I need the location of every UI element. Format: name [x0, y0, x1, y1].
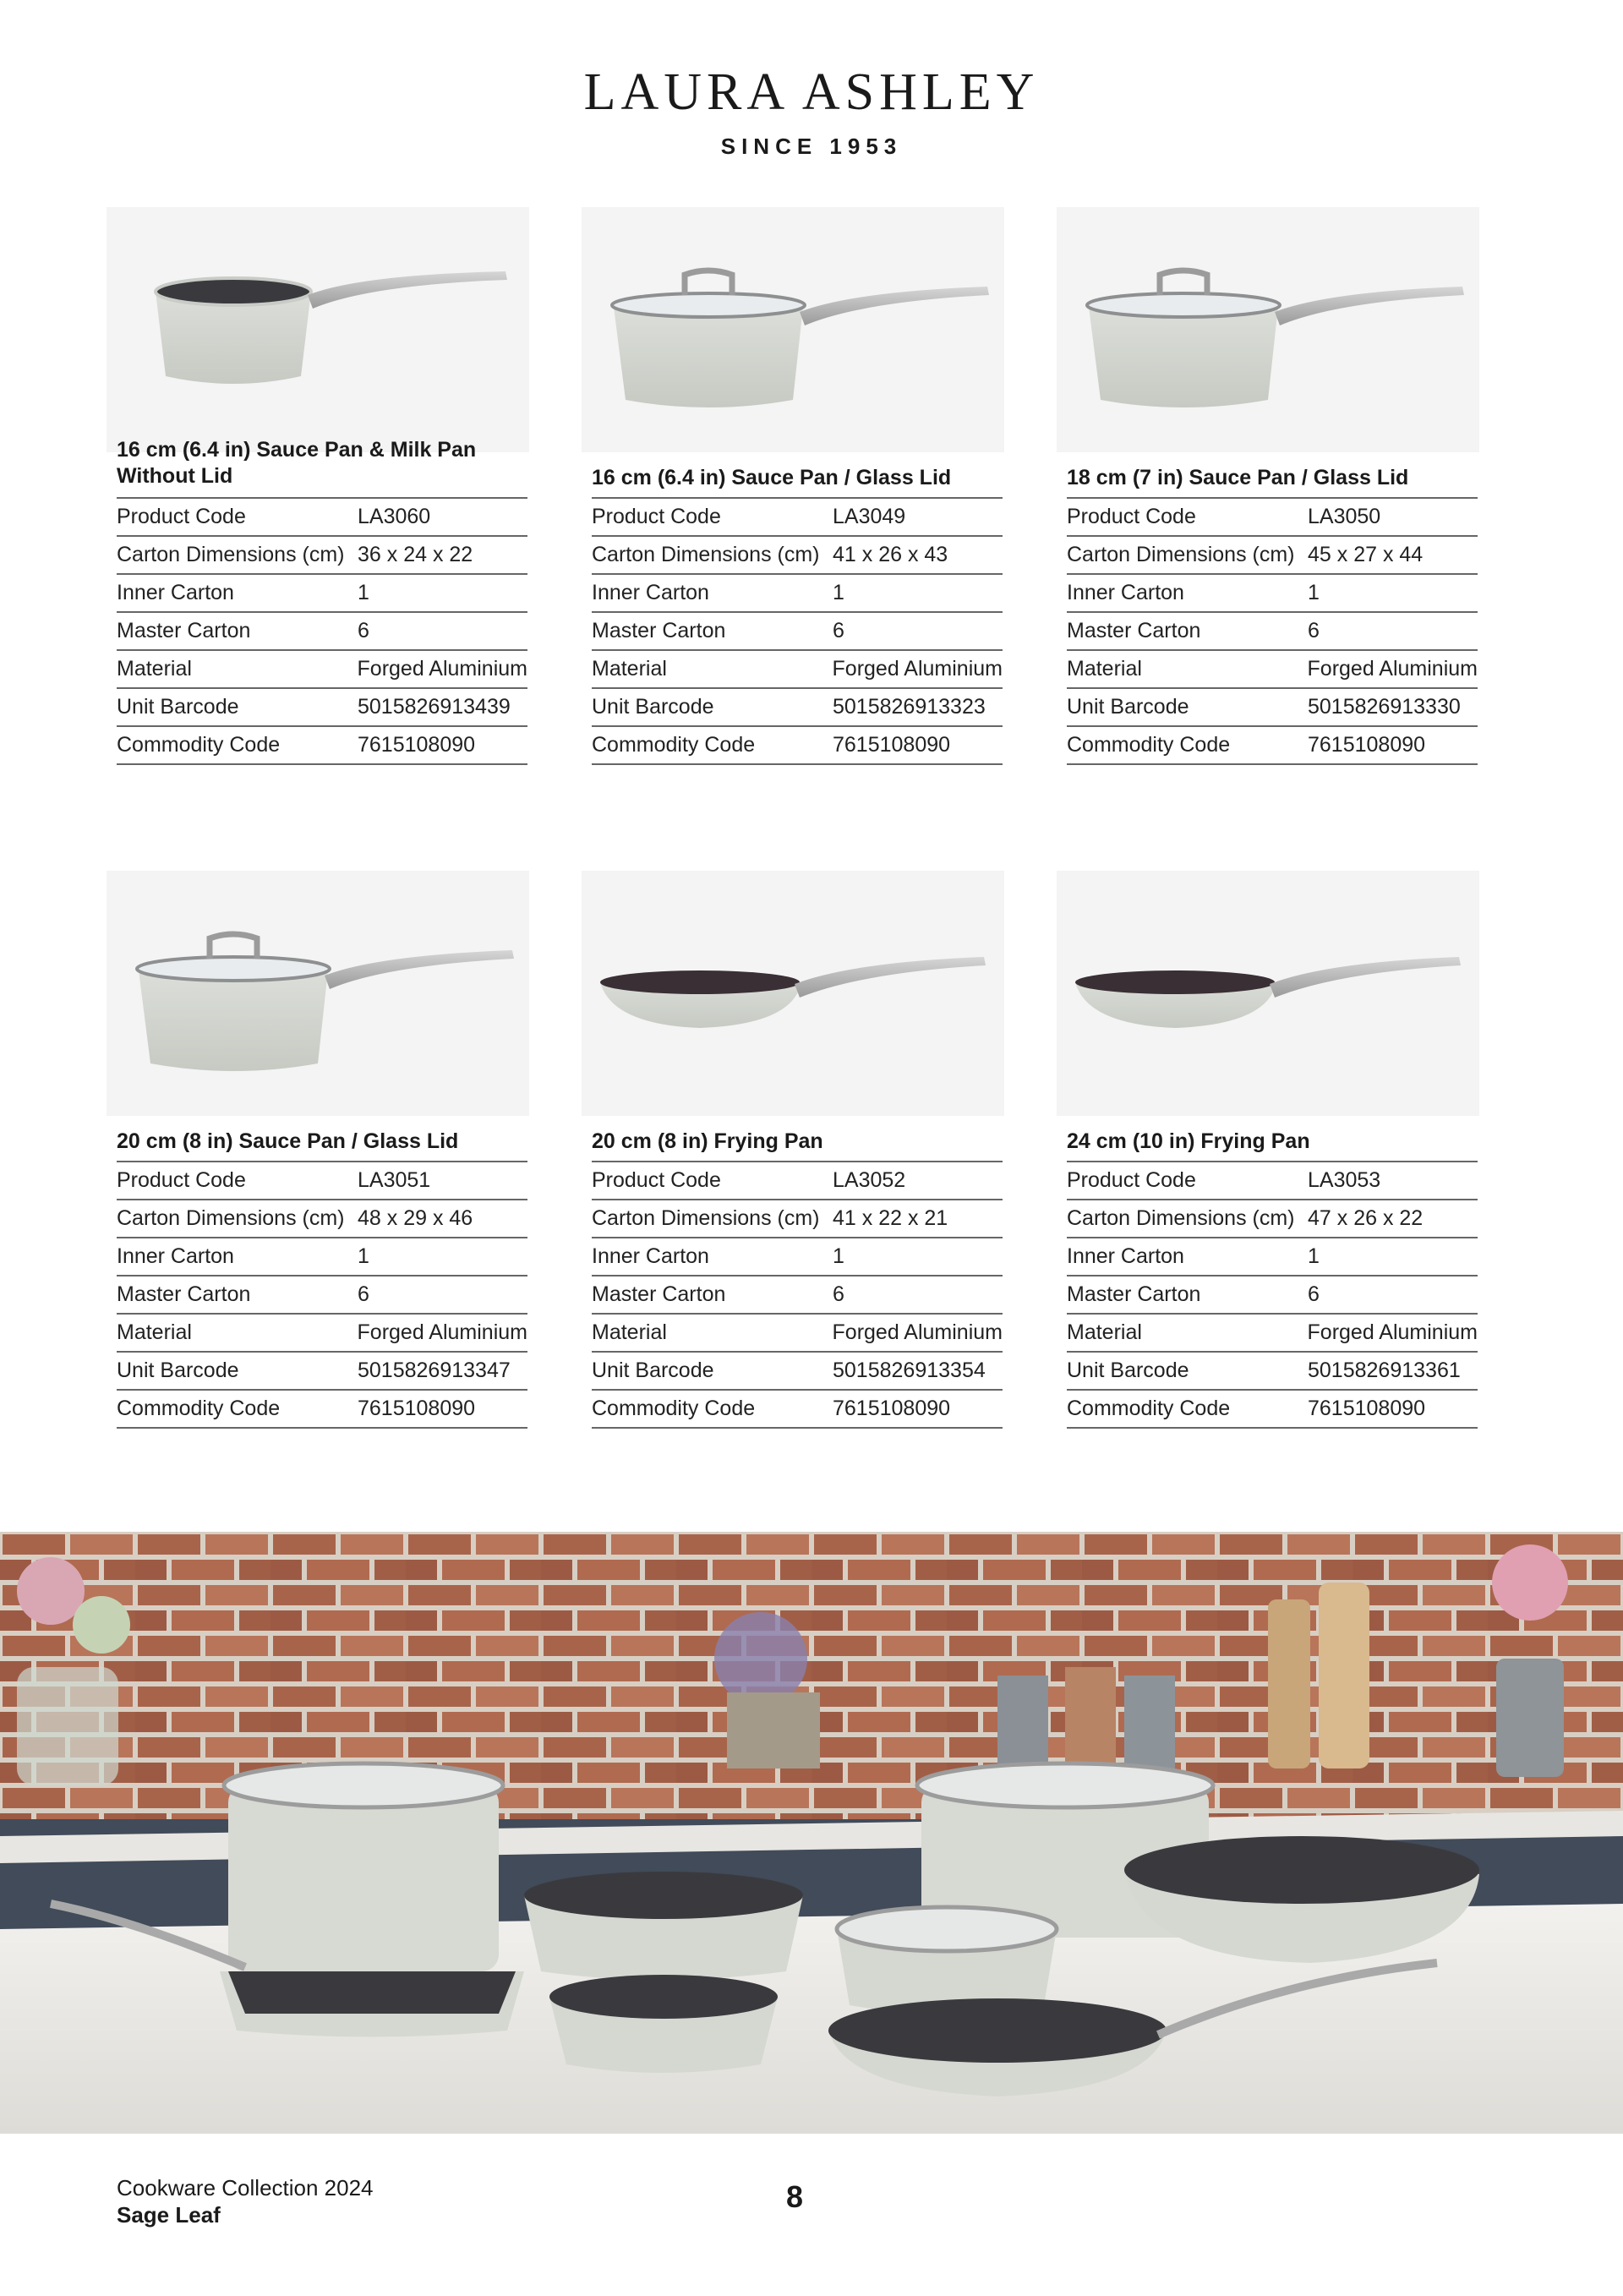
- brand-logo-text: LAURA ASHLEY: [583, 63, 1040, 121]
- spec-value: 7615108090: [1308, 1397, 1426, 1420]
- spec-value: 36 x 24 x 22: [358, 543, 473, 566]
- spec-value: 41 x 26 x 43: [833, 543, 948, 566]
- spec-value: LA3052: [833, 1168, 906, 1192]
- spec-label: Material: [592, 1320, 667, 1344]
- spec-value: 6: [833, 1282, 844, 1306]
- spec-label: Master Carton: [1067, 619, 1201, 642]
- product-card: [1057, 207, 1479, 765]
- spec-row-inner-carton: [117, 1238, 527, 1276]
- spec-value: 7615108090: [358, 1397, 476, 1420]
- product-image-frying-pan: [1057, 871, 1479, 1116]
- brand-header: [0, 63, 1623, 160]
- spec-row-material: [1067, 651, 1478, 689]
- spec-label: Master Carton: [592, 619, 726, 642]
- spec-label: Commodity Code: [117, 733, 281, 757]
- spec-row-inner-carton: [592, 1238, 1003, 1276]
- spec-row-master-carton: [117, 1276, 527, 1315]
- spec-label: Unit Barcode: [117, 1358, 239, 1382]
- spec-row-commodity-code: [1067, 1391, 1478, 1429]
- spec-label: Material: [117, 657, 192, 681]
- spec-label: Product Code: [1067, 1168, 1196, 1192]
- spec-row-inner-carton: [1067, 1238, 1478, 1276]
- spec-value: 6: [358, 619, 369, 642]
- spec-value: 5015826913347: [358, 1358, 511, 1382]
- spec-label: Inner Carton: [117, 581, 234, 604]
- spec-label: Commodity Code: [1067, 733, 1231, 757]
- spec-label: Product Code: [592, 1168, 721, 1192]
- spec-row-carton-dimensions: [592, 537, 1003, 575]
- product-image-sauce-pan-glass-lid: [582, 207, 1004, 452]
- spec-value: 7615108090: [358, 733, 476, 757]
- spec-value: 5015826913361: [1308, 1358, 1461, 1382]
- spec-label: Carton Dimensions (cm): [1067, 1206, 1295, 1230]
- spec-label: Inner Carton: [592, 1244, 709, 1268]
- spec-label: Product Code: [117, 505, 246, 528]
- spec-label: Material: [592, 657, 667, 681]
- product-image-sauce-pan-glass-lid: [1057, 207, 1479, 452]
- spec-value: 6: [833, 619, 844, 642]
- spec-label: Commodity Code: [592, 733, 756, 757]
- spec-row-inner-carton: [592, 575, 1003, 613]
- spec-row-carton-dimensions: [592, 1200, 1003, 1238]
- spec-label: Carton Dimensions (cm): [592, 543, 820, 566]
- product-card: [582, 207, 1004, 765]
- spec-row-unit-barcode: [1067, 689, 1478, 727]
- product-image-sauce-pan-glass-lid: [107, 871, 529, 1116]
- spec-value: 6: [1308, 619, 1320, 642]
- spec-row-unit-barcode: [592, 1353, 1003, 1391]
- spec-value: 5015826913323: [833, 695, 986, 719]
- spec-row-master-carton: [117, 613, 527, 651]
- spec-value: Forged Aluminium: [357, 1320, 527, 1344]
- spec-label: Product Code: [1067, 505, 1196, 528]
- product-title: 20 cm (8 in) Sauce Pan / Glass Lid: [117, 1129, 459, 1153]
- footer: [117, 2174, 374, 2228]
- spec-value: 7615108090: [833, 733, 951, 757]
- product-title: 18 cm (7 in) Sauce Pan / Glass Lid: [1067, 466, 1409, 489]
- spec-value: 1: [1308, 581, 1320, 604]
- spec-label: Commodity Code: [592, 1397, 756, 1420]
- spec-row-unit-barcode: [1067, 1353, 1478, 1391]
- spec-table: [1067, 497, 1478, 765]
- spec-value: LA3051: [358, 1168, 431, 1192]
- page-number: 8: [785, 2179, 804, 2214]
- spec-value: Forged Aluminium: [1307, 1320, 1478, 1344]
- spec-row-material: [592, 651, 1003, 689]
- spec-row-material: [592, 1315, 1003, 1353]
- product-title: 24 cm (10 in) Frying Pan: [1067, 1129, 1310, 1153]
- product-image-frying-pan: [582, 871, 1004, 1116]
- spec-label: Unit Barcode: [592, 695, 714, 719]
- spec-row-inner-carton: [1067, 575, 1478, 613]
- spec-value: 1: [358, 581, 369, 604]
- spec-label: Product Code: [117, 1168, 246, 1192]
- spec-value: 45 x 27 x 44: [1308, 543, 1424, 566]
- spec-table: [117, 497, 527, 765]
- spec-row-material: [117, 1315, 527, 1353]
- spec-label: Inner Carton: [117, 1244, 234, 1268]
- spec-value: 1: [833, 1244, 844, 1268]
- kitchen-lifestyle-photo: [0, 1532, 1623, 2134]
- spec-table: [1067, 1161, 1478, 1429]
- spec-row-master-carton: [592, 613, 1003, 651]
- spec-value: LA3053: [1308, 1168, 1381, 1192]
- spec-row-unit-barcode: [117, 1353, 527, 1391]
- spec-value: LA3060: [358, 505, 431, 528]
- spec-value: 1: [833, 581, 844, 604]
- spec-table: [117, 1161, 527, 1429]
- spec-value: Forged Aluminium: [357, 657, 527, 681]
- spec-row-commodity-code: [117, 1391, 527, 1429]
- product-card: [107, 207, 529, 765]
- spec-row-product-code: [117, 1162, 527, 1200]
- spec-value: 5015826913354: [833, 1358, 986, 1382]
- spec-value: 5015826913439: [358, 695, 511, 719]
- spec-label: Commodity Code: [117, 1397, 281, 1420]
- spec-value: 5015826913330: [1308, 695, 1461, 719]
- product-title: 16 cm (6.4 in) Sauce Pan / Glass Lid: [592, 466, 952, 489]
- spec-row-master-carton: [592, 1276, 1003, 1315]
- spec-row-product-code: [1067, 1162, 1478, 1200]
- footer-collection-name: Sage Leaf: [117, 2202, 221, 2228]
- spec-value: 1: [358, 1244, 369, 1268]
- spec-row-product-code: [117, 499, 527, 537]
- spec-label: Carton Dimensions (cm): [592, 1206, 820, 1230]
- spec-label: Carton Dimensions (cm): [117, 543, 345, 566]
- spec-table: [592, 1161, 1003, 1429]
- spec-row-unit-barcode: [117, 689, 527, 727]
- spec-label: Material: [117, 1320, 192, 1344]
- spec-value: 7615108090: [1308, 733, 1426, 757]
- spec-row-commodity-code: [117, 727, 527, 765]
- spec-row-product-code: [592, 1162, 1003, 1200]
- product-card: [107, 871, 529, 1429]
- product-card: [582, 871, 1004, 1429]
- spec-value: 6: [1308, 1282, 1320, 1306]
- product-image-sauce-pan-milk-pan: [107, 207, 529, 452]
- spec-row-material: [117, 651, 527, 689]
- spec-row-carton-dimensions: [117, 1200, 527, 1238]
- spec-label: Unit Barcode: [592, 1358, 714, 1382]
- product-title: 20 cm (8 in) Frying Pan: [592, 1129, 823, 1153]
- spec-row-carton-dimensions: [117, 537, 527, 575]
- spec-row-carton-dimensions: [1067, 1200, 1478, 1238]
- spec-row-commodity-code: [592, 1391, 1003, 1429]
- spec-value: Forged Aluminium: [832, 1320, 1003, 1344]
- spec-row-commodity-code: [592, 727, 1003, 765]
- product-card: [1057, 871, 1479, 1429]
- spec-row-carton-dimensions: [1067, 537, 1478, 575]
- spec-label: Unit Barcode: [1067, 1358, 1189, 1382]
- product-title: 16 cm (6.4 in) Sauce Pan & Milk Pan Without Lid: [117, 438, 477, 488]
- spec-value: 6: [358, 1282, 369, 1306]
- spec-value: 7615108090: [833, 1397, 951, 1420]
- spec-value: LA3050: [1308, 505, 1381, 528]
- spec-label: Carton Dimensions (cm): [1067, 543, 1295, 566]
- spec-row-unit-barcode: [592, 689, 1003, 727]
- spec-label: Master Carton: [1067, 1282, 1201, 1306]
- spec-label: Unit Barcode: [117, 695, 239, 719]
- spec-label: Inner Carton: [592, 581, 709, 604]
- spec-label: Inner Carton: [1067, 581, 1184, 604]
- spec-label: Material: [1067, 1320, 1142, 1344]
- spec-row-product-code: [1067, 499, 1478, 537]
- spec-row-inner-carton: [117, 575, 527, 613]
- spec-label: Product Code: [592, 505, 721, 528]
- spec-value: 41 x 22 x 21: [833, 1206, 948, 1230]
- brand-since: SINCE 1953: [720, 134, 903, 159]
- spec-row-product-code: [592, 499, 1003, 537]
- spec-table: [592, 497, 1003, 765]
- spec-value: LA3049: [833, 505, 906, 528]
- spec-label: Material: [1067, 657, 1142, 681]
- spec-row-master-carton: [1067, 1276, 1478, 1315]
- spec-value: Forged Aluminium: [832, 657, 1003, 681]
- spec-label: Inner Carton: [1067, 1244, 1184, 1268]
- spec-value: Forged Aluminium: [1307, 657, 1478, 681]
- spec-label: Commodity Code: [1067, 1397, 1231, 1420]
- spec-row-material: [1067, 1315, 1478, 1353]
- footer-collection: Cookware Collection 2024: [117, 2175, 374, 2200]
- spec-value: 1: [1308, 1244, 1320, 1268]
- spec-label: Master Carton: [117, 619, 251, 642]
- spec-row-commodity-code: [1067, 727, 1478, 765]
- spec-value: 47 x 26 x 22: [1308, 1206, 1424, 1230]
- spec-label: Master Carton: [117, 1282, 251, 1306]
- spec-label: Carton Dimensions (cm): [117, 1206, 345, 1230]
- spec-value: 48 x 29 x 46: [358, 1206, 473, 1230]
- spec-label: Master Carton: [592, 1282, 726, 1306]
- spec-row-master-carton: [1067, 613, 1478, 651]
- spec-label: Unit Barcode: [1067, 695, 1189, 719]
